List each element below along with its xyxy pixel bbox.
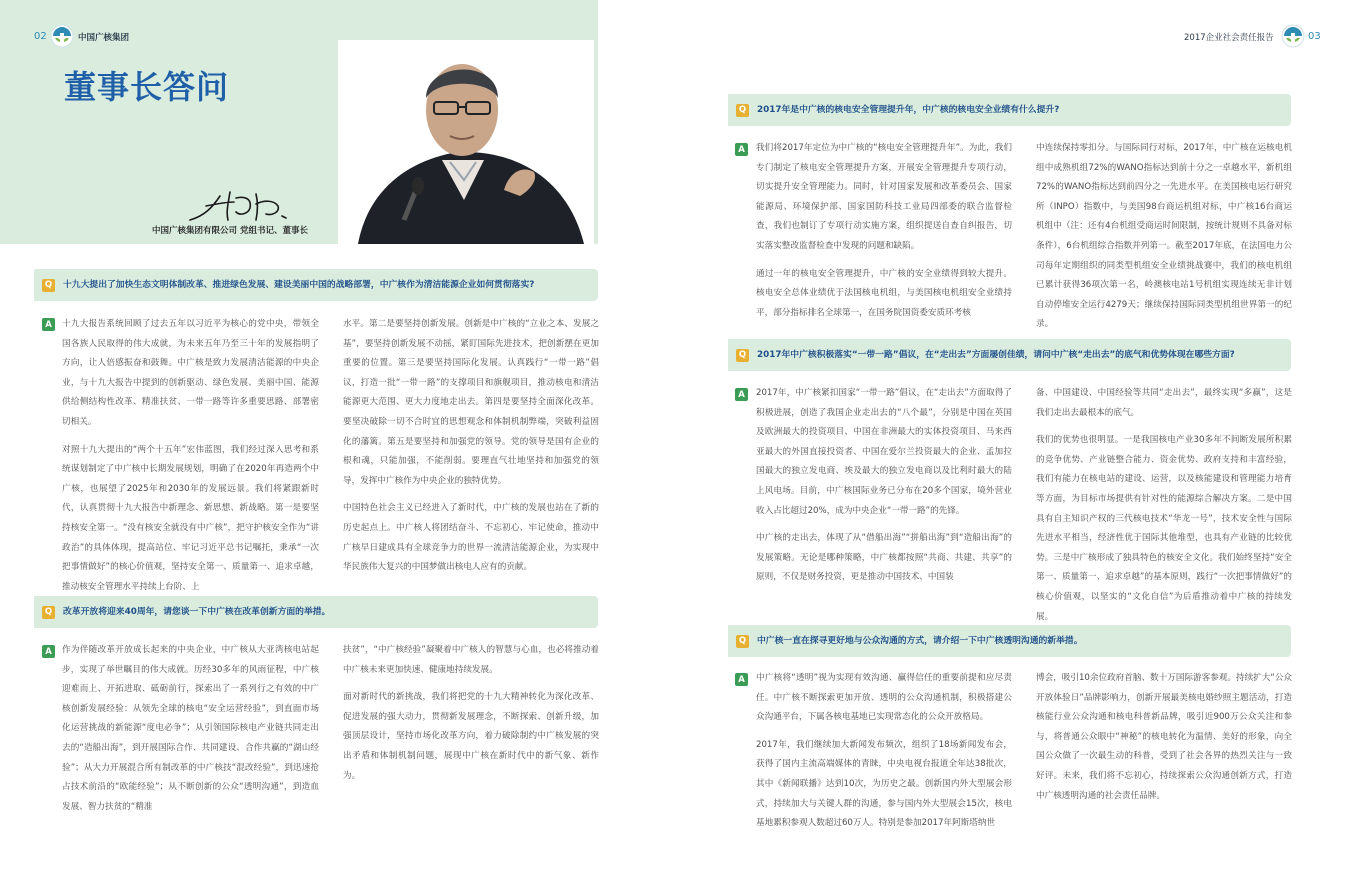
report-title: 2017企业社会责任报告 [1184, 33, 1274, 43]
paragraph: 通过一年的核电安全管理提升，中广核的安全业绩得到较大提升。核电安全总体业绩优于法国核电机组，与美国核电机组安全业绩持平，部分指标排名全球第一，在国务院国资委安质环考核 [756, 268, 1012, 318]
question-text-4: 2017年中广核积极落实“一带一路”倡议，在“走出去”方面屡创佳绩，请问中广核“走出去”的底气和优势体现在哪些方面? [757, 349, 1235, 360]
paragraph: 2017年，我们继续加大新闻发布频次，组织了18场新闻发布会，获得了国内主流高端媒体的青睐，中央电视台报道全年达38批次，其中《新闻联播》达到10次，为历史之最。创新国内外大型展会形式，持续加大与关键人群的沟通，参与国内外大型展会15次，核电基地累积参观人数超过60万人。特别是参加2017年阿斯塔纳世 [756, 739, 1012, 829]
paragraph: 面对新时代的新挑战，我们将把党的十九大精神转化为深化改革、促进发展的强大动力，贯彻新发展理念，不断探索、创新升级，加强顶层设计，坚持市场化改革方向，着力破除制约中广核发展的突出矛盾和体制机制问题，展现中广核在新时代中的新气象、新作为。 [343, 692, 599, 781]
answer-badge: A [735, 143, 748, 156]
right-page-number: 03 [1308, 31, 1321, 42]
answer-5-col-1 [756, 669, 1012, 869]
paragraph: 对照十九大提出的“两个十五年”宏伟蓝图，我们经过深入思考和系统谋划制定了中广核中长期发展规划，明确了在2020年再造两个中广核，也展望了2025年和2030年的发展远景。我们将紧跟新时代，认真贯彻十九大报告中新理念、新思想、新战略。第一是要坚持核安全第一。“没有核安全就没有中广核”，把守护核安全作为“讲政治”的具体体现，提高站位、牢记习近平总书记嘱托，秉承“一次把事情做好”的核心价值观，坚持安全第一、质量第一、追求卓越，推动核安全管理水平持续上台阶、上 [62, 444, 319, 592]
paragraph: 水平。第二是要坚持创新发展。创新是中广核的“立业之本、发展之基”，要坚持创新发展不动摇，紧盯国际先进技术，把创新摆在更加重要的位置。第三是要坚持国际化发展。认真践行“一带一路”倡议，打造一批“一带一路”的支撑项目和旗舰项目，推动核电和清洁能源更大范围、更大力度地走出去。第四是要坚持全面深化改革。要坚决破除一切不合时宜的思想观念和体制机制弊端，突破利益固化的藩篱。第五是要坚持和加强党的领导。党的领导是国有企业的根和魂，只能加强，不能削弱。要理直气壮地坚持和加强党的领导，发挥中广核作为中央企业的独特优势。 [343, 319, 599, 486]
answer-1-col-2 [343, 315, 599, 595]
question-bar-5 [728, 625, 1291, 657]
question-badge: Q [42, 279, 55, 292]
brand-name: 中国广核集团 [78, 33, 130, 43]
cgn-logo-icon-right [1281, 24, 1305, 48]
question-bar-1 [34, 269, 598, 301]
paragraph: 2017年，中广核紧扣国家“一带一路”倡议，在“走出去”方面取得了积极进展，创造了我国企业走出去的“八个最”，分别是中国在英国及欧洲最大的投资项目、中国在非洲最大的实体投资项目、马来西亚最大的外国直接投资者、中国在爱尔兰投资最大的企业、孟加拉国最大的独立发电商、埃及最大的独立发电商以及比利时最大的陆上风电场。目前，中广核国际业务已分布在20多个国家，境外营业收入占比超过20%，成为中央企业“一带一路”的先锋。 [756, 388, 1012, 516]
question-text-5: 中广核一直在探寻更好地与公众沟通的方式，请介绍一下中广核透明沟通的新举措。 [757, 635, 1083, 646]
paragraph: 中国特色社会主义已经进入了新时代，中广核的发展也站在了新的历史起点上。中广核人将团结奋斗、不忘初心、牢记使命，推动中广核早日建成具有全球竞争力的世界一流清洁能源企业，为实现中华民族伟大复兴的中国梦做出核电人应有的贡献。 [343, 503, 599, 573]
paragraph: 中连续保持零扣分。与国际同行对标，2017年，中广核在运核电机组中成熟机组72%的WANO指标达到前十分之一卓越水平，新机组72%的WANO指标达到前四分之一先进水平。在美国核电运行研究所（INPO）指数中，与美国98台商运机组对标，中广核16台商运机组中（注：还有4台机组受商运时间限制，按统计规则不具备对标条件），6台机组综合指数并列第一。截至2017年底，在法国电力公司每年定期组织的同类型机组安全业绩挑战赛中，我们的核电机组已累计获得36项次第一名，岭澳核电站1号机组实现连续无非计划自动停堆安全运行4279天；继续保持国际同类型机组世界第一的纪录。 [1036, 143, 1292, 330]
left-page-number: 02 [34, 31, 47, 42]
question-badge: Q [736, 349, 749, 362]
answer-1-col-1 [62, 315, 319, 595]
answer-badge: A [735, 388, 748, 401]
cgn-logo-icon [50, 24, 74, 48]
answer-4-col-2 [1036, 384, 1292, 622]
answer-5-col-2 [1036, 669, 1292, 869]
paragraph: 十九大报告系统回顾了过去五年以习近平为核心的党中央，带领全国各族人民取得的伟大成就，为未来五年乃至三十年的发展指明了方向，让人倍感振奋和鼓舞。中广核是致力发展清洁能源的中央企业，与十九大报告中提到的创新驱动、绿色发展、美丽中国、能源供给侧结构性改革、精准扶贫、一带一路等许多重要思路、部署密切相关。 [62, 319, 319, 427]
question-text-1: 十九大提出了加快生态文明体制改革、推进绿色发展、建设美丽中国的战略部署，中广核作为清洁能源企业如何贯彻落实? [63, 279, 535, 290]
paragraph: 我们将2017年定位为中广核的“核电安全管理提升年”。为此，我们专门制定了核电安全管理提升方案，开展安全管理提升专项行动，切实提升安全管理能力。同时，针对国家发展和改革委员会、国家能源局、环境保护部、国家国防科技工业局四部委的联合监督检查，我们也制订了专项行动实施方案，组织提送自查自纠报告，切实落实整改监督检查中发现的问题和缺陷。 [756, 143, 1012, 251]
question-bar-2 [34, 596, 598, 628]
question-bar-3 [728, 94, 1291, 126]
paragraph: 我们的优势也很明显。一是我国核电产业30多年不间断发展所积累的竞争优势、产业链整合能力、资金优势、政府支持和丰富经验，我们有能力在核电站的建设、运营，以及核能建设和管理能力培育等方面，为目标市场提供有针对性的能源综合解决方案。二是中国具有自主知识产权的三代核电技术“华龙一号”，技术安全性与国际先进水平相当，经济性优于国际其他堆型，也具有产业链的比较优势。三是中广核形成了独具特色的核安全文化。我们始终坚持“安全第一、质量第一、追求卓越”的基本原则，践行“一次把事情做好”的核心价值观，以坚实的“文化自信”为后盾推动着中广核的持续发展。 [1036, 435, 1292, 622]
paragraph: 备、中国建设、中国经验等共同“走出去”，最终实现“多赢”，这是我们走出去最根本的底气。 [1036, 388, 1292, 418]
chairman-photo [338, 40, 594, 244]
paragraph: 中广核的走出去，体现了从“借船出海”“拼船出海”到“造船出海”的发展策略。无论是哪种策略，中广核都按照“共商、共建、共享”的原则，不仅是财务投资，更是推动中国技术、中国装 [756, 533, 1012, 583]
answer-badge: A [735, 673, 748, 686]
paragraph: 博会，吸引10余位政府首脑、数十万国际游客参观。持续扩大“公众开放体验日”品牌影响力，创新开展最美核电婚纱照主题活动，打造核能行业公众沟通和核电科普新品牌，吸引近900万公众关注和参与，将普通公众眼中“神秘”的核电转化为温情、美好的形象，向全国公众做了一次最生动的科普，受到了社会各界的热烈关注与一致好评。未来，我们将不忘初心，持续探索公众沟通创新方式，打造中广核透明沟通的社会责任品牌。 [1036, 673, 1293, 801]
page-title: 董事长答问 [64, 68, 230, 106]
answer-3-col-2 [1036, 139, 1292, 339]
question-text-2: 改革开放将迎来40周年，请您谈一下中广核在改革创新方面的举措。 [63, 606, 331, 617]
answer-badge: A [42, 318, 55, 331]
question-text-3: 2017年是中广核的核电安全管理提升年，中广核的核电安全业绩有什么提升? [757, 104, 1060, 115]
answer-2-col-1 [62, 641, 319, 821]
answer-4-col-1 [756, 384, 1012, 622]
question-badge: Q [736, 104, 749, 117]
question-badge: Q [736, 635, 749, 648]
chairman-signature [186, 186, 296, 226]
signature-caption: 中国广核集团有限公司 党组书记、董事长 [152, 226, 308, 236]
answer-2-col-2 [343, 641, 599, 821]
question-bar-4 [728, 339, 1291, 371]
answer-badge: A [42, 645, 55, 658]
paragraph: 扶贫”，“中广核经验”凝聚着中广核人的智慧与心血，也必将推动着中广核未来更加快速、健康地持续发展。 [343, 645, 599, 675]
question-badge: Q [42, 606, 55, 619]
paragraph: 中广核将“透明”视为实现有效沟通、赢得信任的重要前提和应尽责任。中广核不断探索更加开放、透明的公众沟通机制，积极搭建公众沟通平台，下属各核电基地已实现常态化的公众开放格局。 [756, 673, 1012, 723]
paragraph: 作为伴随改革开放成长起来的中央企业，中广核从大亚湾核电站起步，实现了举世瞩目的伟大成就。历经30多年的风雨征程，中广核迎难而上、开拓进取、砥砺前行，探索出了一系列行之有效的中广核创新发展经验：从领先全球的核电“安全运营经验”，到直面市场化运营挑战的新能源“度电必争”；从引领国际核电产业链共同走出去的“造船出海”，到开展国际合作、共同建设、合作共赢的“湖山经验”；从大力开展混合所有制改革的中广核技“混改经验”，到迅速抢占技术前沿的“欧能经验”；从不断创新的公众“透明沟通”，到造血发展、智力扶贫的“精准 [62, 645, 319, 812]
answer-3-col-1 [756, 139, 1012, 339]
